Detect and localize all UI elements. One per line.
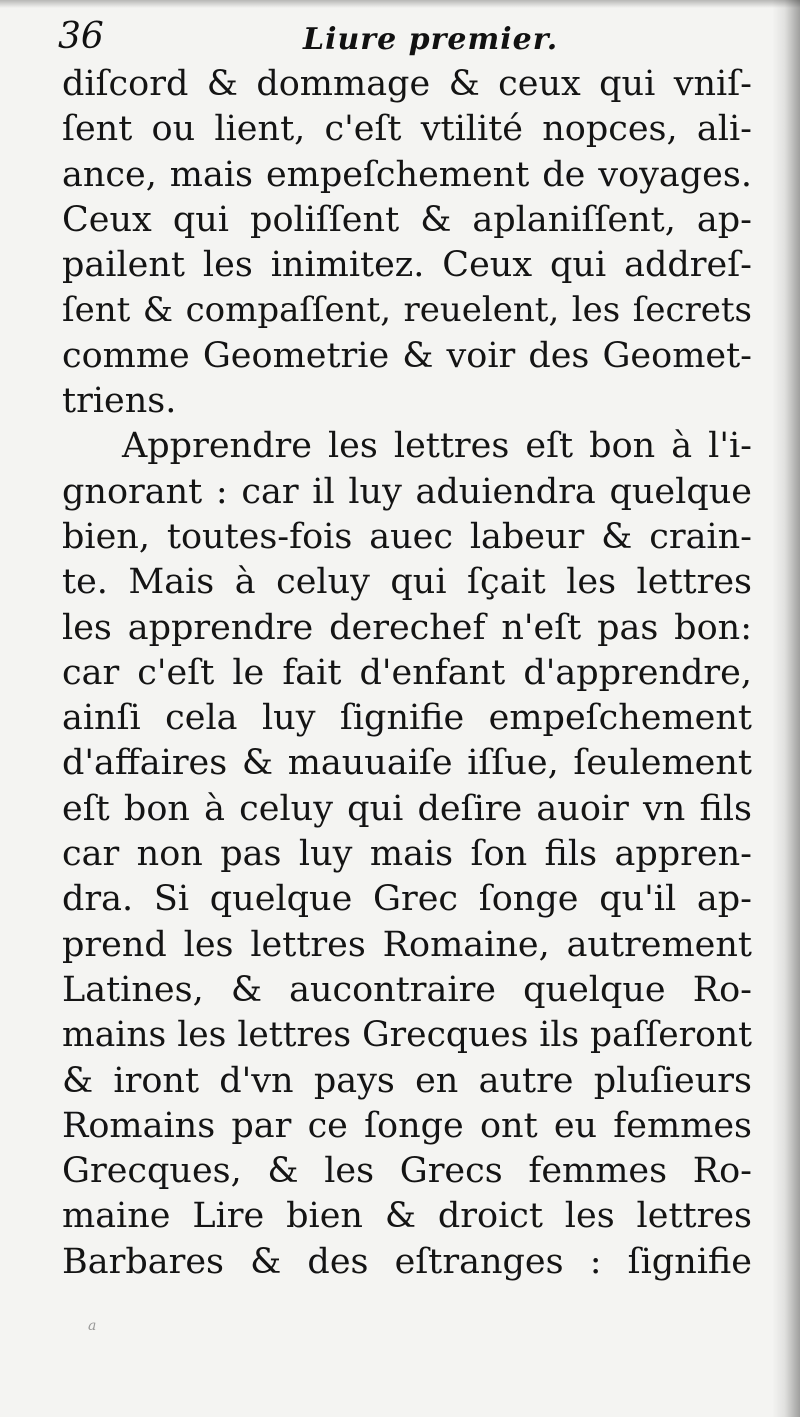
text-line: ance, mais empeſchement de voyages. [62, 154, 752, 195]
text-line: Romains par ce ſonge ont eu femmes [62, 1105, 752, 1146]
page-top-edge-shadow [0, 0, 800, 8]
text-line: gnorant : car il luy aduiendra quelque [62, 471, 752, 512]
text-line: & iront d'vn pays en autre pluſieurs [62, 1060, 752, 1101]
text-line: Latines, & aucontraire quelque Ro- [62, 969, 752, 1010]
text-line: ſent & compaſſent, reuelent, les ſecrets [62, 290, 752, 331]
text-line: Grecques, & les Grecs femmes Ro- [62, 1151, 752, 1192]
text-line: bien, toutes-fois auec labeur & crain- [62, 516, 752, 557]
text-line: diſcord & dommage & ceux qui vniſ- [62, 64, 752, 104]
page-gutter-shadow [772, 0, 800, 1417]
body-text [62, 62, 752, 1285]
text-line: eſt bon à celuy qui deſire auoir vn fils [62, 788, 752, 829]
text-line: te. Mais à celuy qui ſçait les lettres [62, 562, 752, 603]
text-line: triens. [62, 381, 177, 422]
text-line: mains les lettres Grecques ils paſſeront [62, 1015, 752, 1056]
paragraph-start-line: Apprendre les lettres eſt bon à l'i- [122, 426, 752, 467]
text-line: comme Geometrie & voir des Geomet- [62, 335, 752, 376]
page-number: 36 [58, 16, 104, 57]
margin-stray-mark: a [88, 1318, 97, 1334]
text-line: car c'eſt le fait d'enfant d'apprendre, [62, 652, 752, 693]
text-line: ainſi cela luy ſignifie empeſchement [62, 698, 752, 739]
page-header [58, 14, 748, 64]
running-title: Liure premier. [303, 22, 559, 57]
text-line: d'affaires & mauuaiſe iſſue, ſeulement [62, 743, 752, 784]
text-line: ſent ou lient, c'eſt vtilité nopces, ali- [62, 109, 752, 150]
text-line: maine Lire bien & droict les lettres [62, 1196, 752, 1237]
text-line: Ceux qui poliſſent & aplaniſſent, ap- [62, 199, 752, 240]
text-line: car non pas luy mais ſon fils appren- [62, 834, 752, 875]
text-line: dra. Si quelque Grec ſonge qu'il ap- [62, 879, 752, 920]
text-line: les apprendre derechef n'eſt pas bon: [62, 607, 752, 648]
text-line: prend les lettres Romaine, autrement [62, 924, 752, 965]
text-line: Barbares & des eſtranges : ſignifie [62, 1241, 752, 1282]
text-line: pailent les inimitez. Ceux qui addreſ- [62, 245, 752, 286]
